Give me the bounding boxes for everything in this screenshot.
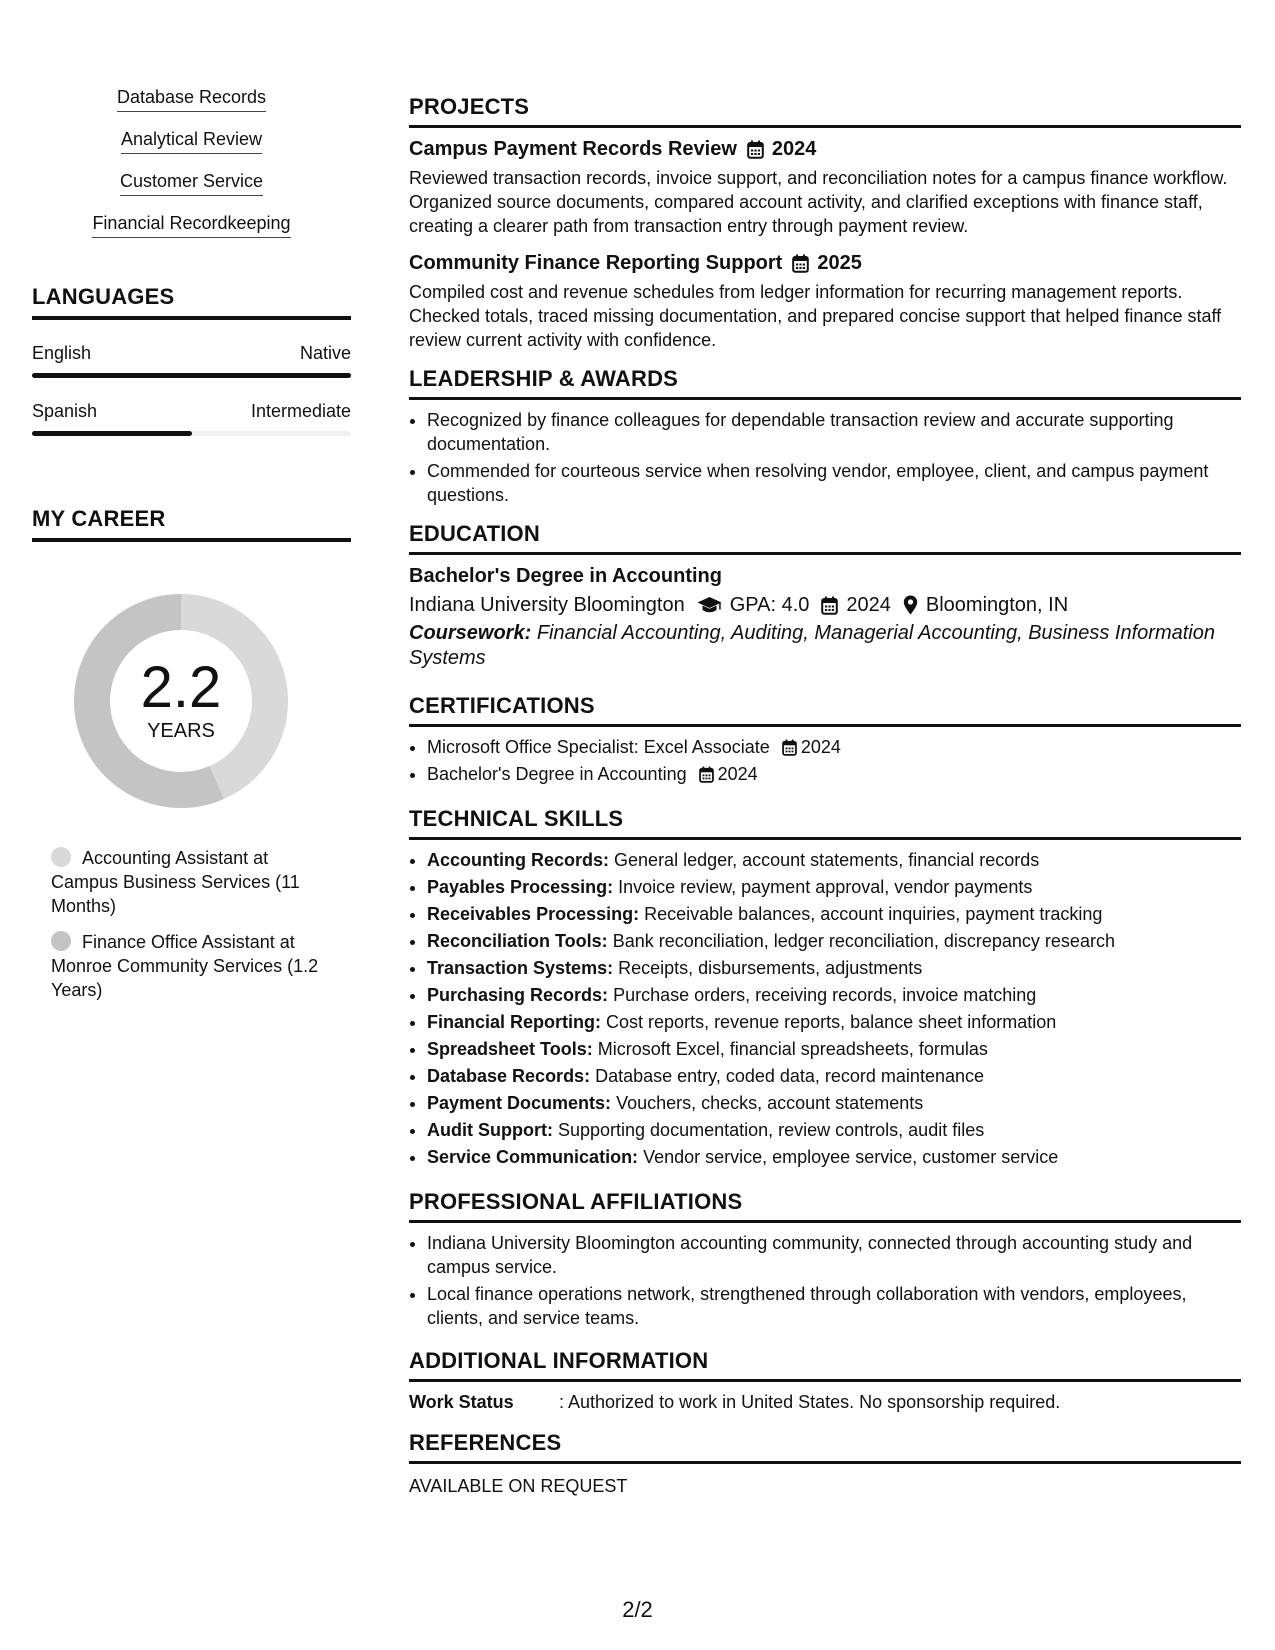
education-year: 2024: [846, 594, 891, 616]
affiliations-list: [409, 1231, 1241, 1330]
career-legend-label: Accounting Assistant at Campus Business Services (11 Months): [51, 848, 300, 916]
career-section: [32, 506, 351, 1002]
list-item: [427, 983, 1241, 1007]
career-total-unit: YEARS: [147, 720, 215, 742]
list-item: [427, 1091, 1241, 1115]
certification-year: 2024: [800, 737, 841, 757]
language-spanish: [32, 400, 351, 436]
list-item: • Commended for courteous service when resolving vendor, employee, client, and campus payment questions.: [427, 459, 1241, 507]
skill-tag: Database Records: [117, 86, 266, 112]
language-name: Spanish: [32, 401, 98, 421]
skill-tag: Customer Service: [120, 170, 263, 196]
legend-dot: [51, 847, 71, 867]
page-number: 2/2: [622, 1597, 653, 1622]
language-level-bar: [32, 431, 351, 436]
project-description: Reviewed transaction records, invoice support, and reconciliation notes for a campus finance workflow. Organized source documents, compared account activity, and clarified exceptions with finance staff, creating a clearer path from transaction entry through payment review.: [409, 168, 1228, 236]
list-item: • Local finance operations network, strengthened through collaboration with vendors, employees, clients, and service teams.: [427, 1282, 1241, 1330]
skill-tags: [32, 86, 351, 238]
skill-value: Cost reports, revenue reports, balance sheet information: [606, 1012, 1057, 1032]
info-key: Work Status: [409, 1392, 514, 1412]
skill-value: Receipts, disbursements, adjustments: [618, 958, 923, 978]
language-name: English: [32, 343, 92, 363]
skill-value: Microsoft Excel, financial spreadsheets, formulas: [597, 1039, 988, 1059]
language-level: Intermediate: [250, 401, 351, 421]
list-item: [427, 902, 1241, 926]
list-item: [427, 735, 1241, 759]
language-level-bar: [32, 373, 351, 378]
language-english: [32, 342, 351, 378]
skill-label: Purchasing Records:: [427, 985, 609, 1005]
leadership-list: [409, 408, 1241, 507]
map-pin-icon: [903, 595, 918, 615]
list-item: [427, 956, 1241, 980]
career-total-years: 2.2: [140, 655, 222, 720]
coursework-list: Financial Accounting, Auditing, Managerial Accounting, Business Information Systems: [409, 622, 1215, 669]
certification-year: 2024: [717, 764, 758, 784]
info-value: : Authorized to work in United States. No sponsorship required.: [559, 1392, 1061, 1412]
education-coursework: [409, 621, 1241, 671]
list-item: • Recognized by finance colleagues for dependable transaction review and accurate supporting documentation.: [427, 408, 1241, 456]
education-gpa: GPA: 4.0: [729, 594, 810, 616]
skill-label: Reconciliation Tools:: [427, 931, 608, 951]
list-item: [427, 1010, 1241, 1034]
references-section: [409, 1430, 1241, 1498]
skill-label: Database Records:: [427, 1066, 591, 1086]
career-legend-label: Finance Office Assistant at Monroe Community Services (1.2 Years): [51, 932, 319, 1000]
language-level-fill: [32, 431, 192, 436]
coursework-label: Coursework:: [409, 622, 532, 644]
language-level: Native: [299, 343, 351, 363]
project-year: 2025: [817, 252, 862, 274]
list-item: [427, 1145, 1241, 1169]
certifications-list: [409, 735, 1241, 786]
career-legend: [32, 846, 351, 1002]
education-degree: Bachelor's Degree in Accounting: [409, 565, 722, 587]
additional-info-heading: ADDITIONAL INFORMATION: [409, 1348, 1241, 1382]
languages-section: [32, 284, 351, 436]
education-school: Indiana University Bloomington: [409, 594, 685, 616]
career-legend-item: [51, 930, 321, 1002]
project-description: Compiled cost and revenue schedules from ledger information for recurring management reports. Checked totals, traced missing documentation, and prepared concise support that helped finance staff review current activity with confidence.: [409, 282, 1222, 350]
education-heading: EDUCATION: [409, 521, 1241, 555]
skill-value: Purchase orders, receiving records, invoice matching: [613, 985, 1037, 1005]
projects-section: [409, 94, 1241, 352]
skill-value: Invoice review, payment approval, vendor payments: [618, 877, 1033, 897]
legend-dot: [51, 931, 71, 951]
leadership-section: [409, 366, 1241, 507]
list-item: [427, 1037, 1241, 1061]
calendar-icon: [821, 596, 838, 615]
career-heading: MY CAREER: [32, 506, 351, 542]
certification-name: • Microsoft Office Specialist: Excel Associate: [427, 737, 770, 757]
leadership-heading: LEADERSHIP & AWARDS: [409, 366, 1241, 400]
technical-skills-list: [409, 848, 1241, 1169]
skill-value: Database entry, coded data, record maintenance: [595, 1066, 985, 1086]
career-donut-chart: [66, 586, 296, 816]
skill-value: Receivable balances, account inquiries, payment tracking: [644, 904, 1103, 924]
technical-skills-heading: TECHNICAL SKILLS: [409, 806, 1241, 840]
skill-tag: Financial Recordkeeping: [92, 212, 290, 238]
skill-value: Bank reconciliation, ledger reconciliation, discrepancy research: [612, 931, 1115, 951]
technical-skills-section: [409, 806, 1241, 1169]
skill-label: Accounting Records:: [427, 850, 610, 870]
right-column: [409, 94, 1241, 1512]
references-heading: REFERENCES: [409, 1430, 1241, 1464]
affiliations-heading: PROFESSIONAL AFFILIATIONS: [409, 1189, 1241, 1223]
project-year: 2024: [771, 138, 817, 160]
list-item: [427, 875, 1241, 899]
list-item: [427, 1118, 1241, 1142]
skill-label: Audit Support:: [427, 1120, 553, 1140]
calendar-icon: [747, 140, 764, 159]
calendar-icon: [699, 766, 714, 783]
skill-label: Service Communication:: [427, 1147, 639, 1167]
certifications-section: [409, 693, 1241, 786]
references-text: AVAILABLE ON REQUEST: [409, 1476, 628, 1496]
skill-value: Vendor service, employee service, customer service: [643, 1147, 1059, 1167]
certifications-heading: CERTIFICATIONS: [409, 693, 1241, 727]
skill-label: Payment Documents:: [427, 1093, 612, 1113]
certification-name: • Bachelor's Degree in Accounting: [427, 764, 687, 784]
list-item: • Indiana University Bloomington accounting community, connected through accounting study and campus service.: [427, 1231, 1241, 1279]
list-item: [427, 929, 1241, 953]
info-row: [409, 1390, 1241, 1414]
skill-label: Payables Processing:: [427, 877, 614, 897]
skill-label: Spreadsheet Tools:: [427, 1039, 593, 1059]
list-item: [427, 1064, 1241, 1088]
list-item: [427, 848, 1241, 872]
left-column: [32, 86, 351, 1014]
graduation-cap-icon: [697, 596, 722, 615]
skill-tag: Analytical Review: [121, 128, 262, 154]
calendar-icon: [782, 739, 797, 756]
additional-info-section: [409, 1348, 1241, 1414]
skill-label: Receivables Processing:: [427, 904, 640, 924]
language-level-fill: [32, 373, 351, 378]
project-item: [409, 250, 1241, 352]
list-item: [427, 762, 1241, 786]
skill-value: Vouchers, checks, account statements: [616, 1093, 924, 1113]
education-location: Bloomington, IN: [925, 594, 1069, 616]
education-details: [409, 591, 1241, 619]
education-section: [409, 521, 1241, 671]
languages-heading: LANGUAGES: [32, 284, 351, 320]
project-name: Campus Payment Records Review: [409, 138, 737, 160]
career-legend-item: [51, 846, 321, 918]
calendar-icon: [792, 254, 809, 273]
projects-heading: PROJECTS: [409, 94, 1241, 128]
project-name: Community Finance Reporting Support: [409, 252, 783, 274]
skill-label: Transaction Systems:: [427, 958, 614, 978]
skill-label: Financial Reporting:: [427, 1012, 602, 1032]
project-item: [409, 136, 1241, 238]
affiliations-section: [409, 1189, 1241, 1330]
skill-value: Supporting documentation, review controls, audit files: [557, 1120, 985, 1140]
skill-value: General ledger, account statements, financial records: [614, 850, 1040, 870]
